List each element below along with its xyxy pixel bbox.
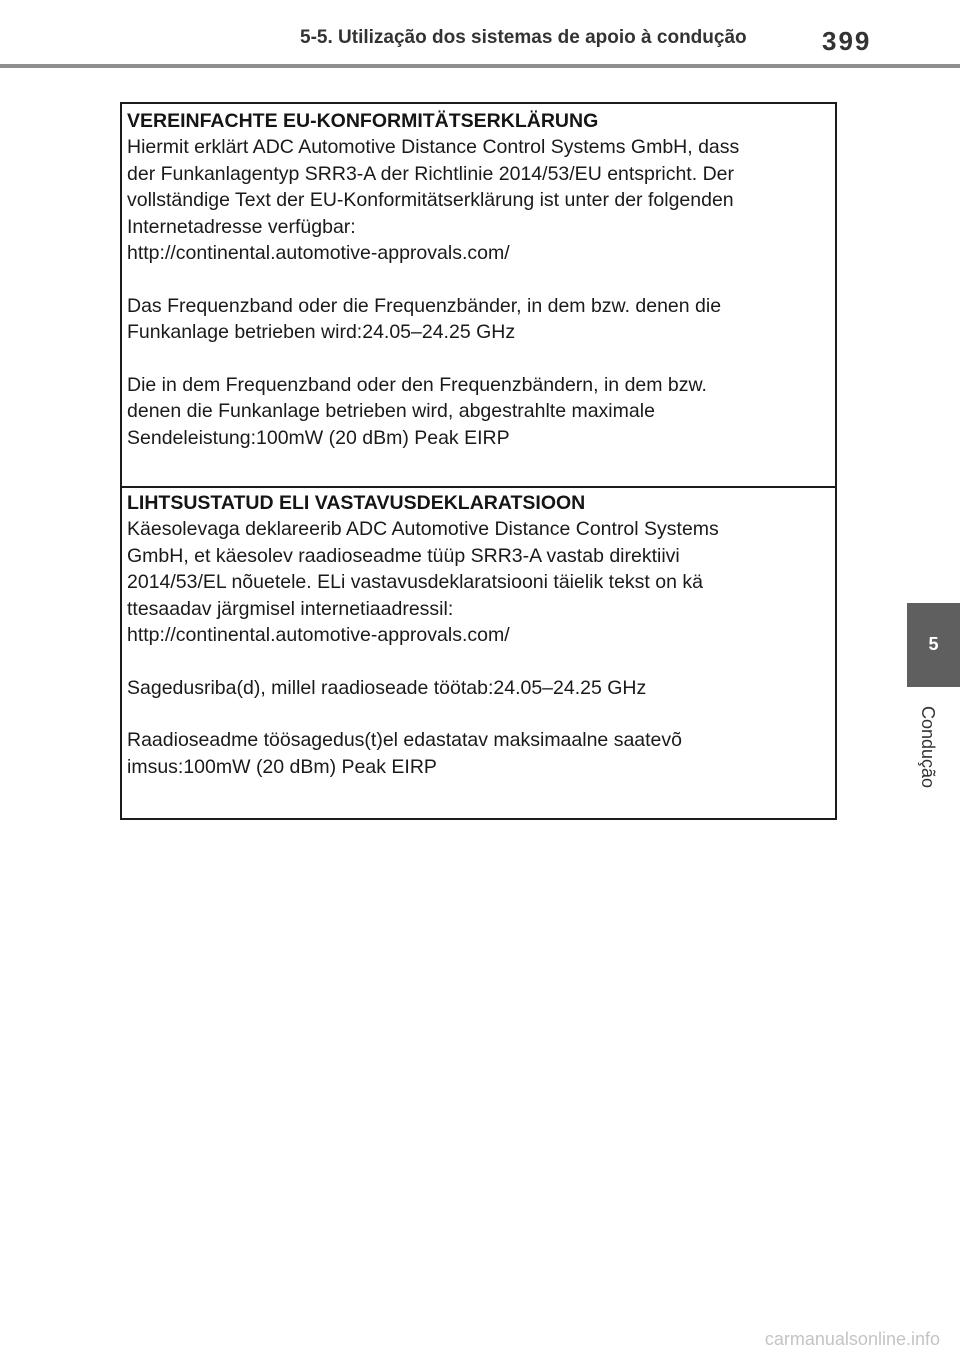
declaration-text-german: Hiermit erklärt ADC Automotive Distance Control Systems GmbH, dass der Funkanlagentyp SRR3-A der Richtlinie 2014/53/EU entspricht. Der vollständige Text der EU-Konformitätserklärung ist unter der folgenden Internetadresse verfügbar: http://continental.automotive-approvals.com/ bbox=[127, 136, 740, 264]
transmit-power-german: Die in dem Frequenzband oder den Frequenzbändern, in dem bzw. denen die Funkanlage betrieben wird, abgestrahlte maximale Sendeleistung:100mW (20 dBm) Peak EIRP bbox=[127, 373, 707, 449]
transmit-power-estonian: Raadioseadme töösagedus(t)el edastatav maksimaalne saatevõ imsus:100mW (20 dBm) Peak EIRP bbox=[127, 729, 682, 778]
section-title: 5-5. Utilização dos sistemas de apoio à condução bbox=[300, 27, 747, 48]
declaration-estonian bbox=[122, 490, 835, 818]
declaration-text-estonian: Käesolevaga deklareerib ADC Automotive Distance Control Systems GmbH, et käesolev raadioseadme tüüp SRR3-A vastab direktiivi 2014/53/EL nõuetele. ELi vastavusdeklaratsiooni täielik tekst on kä ttesaadav järgmisel internetiaadressil: http://continental.automotive-approvals.com/ bbox=[127, 518, 719, 646]
declaration-german bbox=[122, 104, 835, 488]
declaration-box bbox=[120, 102, 837, 820]
frequency-band-german: Das Frequenzband oder die Frequenzbänder, in dem bzw. denen die Funkanlage betrieben wird:24.05–24.25 GHz bbox=[127, 294, 722, 343]
declaration-heading-estonian: LIHTSUSTATUD ELI VASTAVUSDEKLARATSIOON bbox=[127, 492, 586, 514]
declaration-heading-german: VEREINFACHTE EU-KONFORMITÄTSERKLÄRUNG bbox=[127, 110, 599, 132]
chapter-tab bbox=[907, 603, 960, 687]
frequency-band-estonian: Sagedusriba(d), millel raadioseade töötab:24.05–24.25 GHz bbox=[127, 676, 647, 699]
header-rule bbox=[0, 64, 960, 68]
chapter-label: Condução bbox=[918, 705, 938, 789]
chapter-number: 5 bbox=[928, 634, 939, 654]
page-number: 399 bbox=[822, 26, 872, 56]
watermark: carmanualsonline.info bbox=[764, 1329, 940, 1349]
